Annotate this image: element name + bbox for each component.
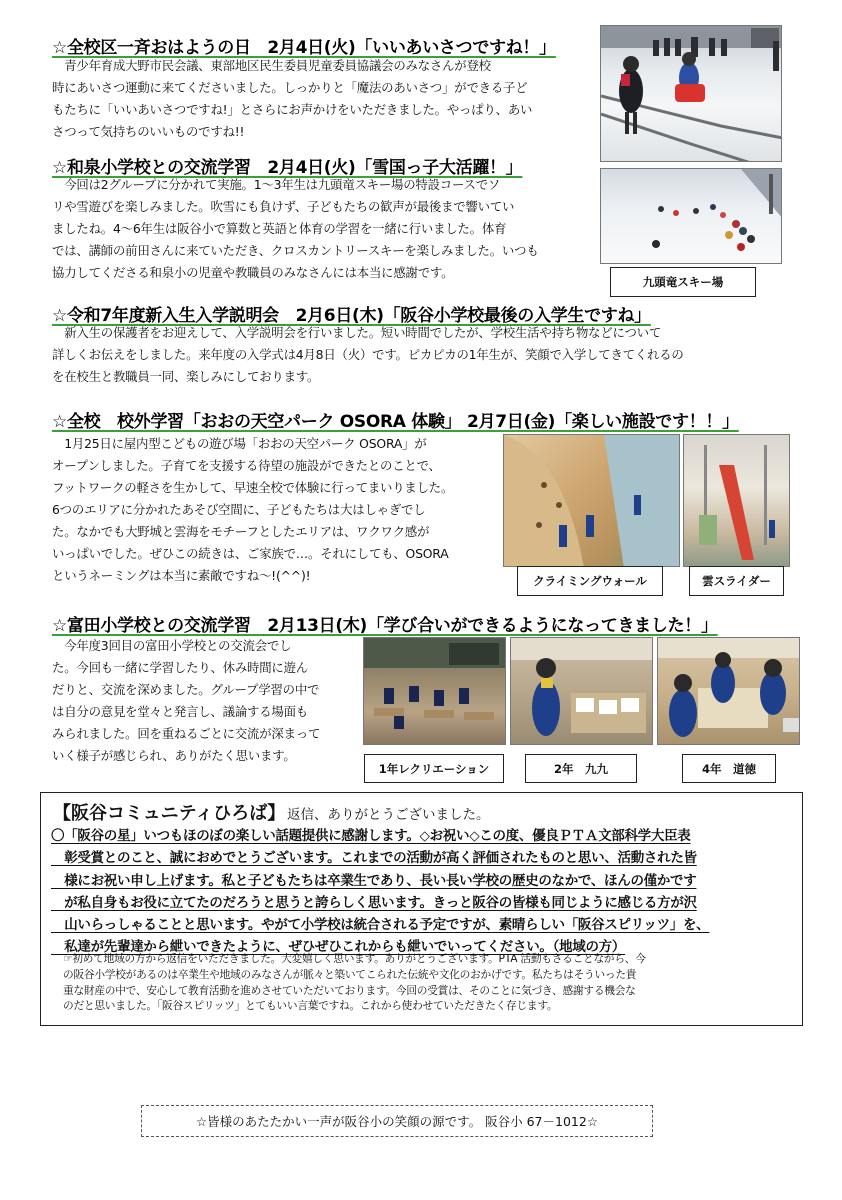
section3-headline: ☆令和7年度新入生入学説明会 2月6日(木)「阪谷小学校最後の入学生ですね」 [52,306,651,326]
section3-line: を在校生と教職員一同、楽しみにしております。 [52,369,320,384]
community-reply [63,951,799,1014]
section2-line: では、講師の前田さんに来ていただき、クロスカントリースキーを楽しみました。いつも [52,243,539,258]
section2-line: ましたね。4～6年生は阪谷小で算数と英語と体育の学習を一緒に行いました。体育 [52,221,507,236]
footer-note: ☆皆様のあたたかい一声が阪谷小の笑顔の源です。 阪谷小 67－1012☆ [141,1105,653,1137]
multiplication-photo [510,637,653,745]
section2-body [52,174,597,284]
section3-body [52,322,792,388]
section4-body [52,433,502,587]
ski-area-caption: 九頭竜スキー場 [610,267,756,297]
community-message-line: 私達が先輩達から紲いできたように、ぜひぜひこれからも紲いでいってください。（地域の方） [51,939,626,956]
section5-line: 今年度3回目の富田小学校との交流会でし [52,638,292,653]
snow-scene-drawing [601,26,782,162]
ski-area-photo [600,168,782,264]
recreation-photo [363,637,506,745]
climbing-wall-drawing [504,435,680,567]
community-reply-line: のだと思いました。「阪谷スピリッツ」とてもいい言葉ですね。これから使わせていただきたく存じます。 [63,999,558,1013]
recreation-caption: 1年レクリエーション [364,754,504,783]
section5-line: みられました。回を重ねるごとに交流が深まって [52,726,321,741]
section4-line: 1月25日に屋内型こどもの遊び場「おおの天空パーク OSORA」が [52,436,427,451]
moral-education-caption: 4年 道徳 [682,754,776,783]
classroom-drawing-3 [658,638,800,745]
community-message-line: 彰受賞とのこと、誠におめでとうございます。これまでの活動が高く評価されたものと思い、活動された皆 [51,850,697,867]
community-reply-line: の阪谷小学校があるのは卒業生や地域のみなさんが脈々と築いてこられた伝統や文化のおかげです。私たちはそういった貴 [63,967,637,981]
section4-line: いっぱいでした。ぜひこの続きは、ご家族で…。それにしても、OSORA [52,546,449,561]
section4-line: オープンしました。子育てを支援する待望の施設ができたとのことで、 [52,458,441,473]
community-reply-line: ☞初めて地域の方から返信をいただきました。大変嬉しく思います。ありがとうございます。PTA 活動もさることながら、今 [63,952,646,965]
section4-line: 6つのエリアに分かれたあそび空間に、子どもたちは大はしゃぎでし [52,502,426,517]
community-subtitle: 返信、ありがとうございました。 [287,807,490,823]
section2-headline: ☆和泉小学校との交流学習 2月4日(火)「雪国っ子大活躍！」 [52,158,523,178]
community-message-line: 〇「阪谷の星」いつもほのぼの楽しい話題提供に感謝します。◇お祝い◇この度、優良ＰＴＡ文部科学大臣表 [51,828,691,844]
community-message-line: が私自身もお役に立てたのだろうと思うと誇らしく思います。きっと阪谷の皆様も同じように感じる方が沢 [51,894,697,911]
cloud-slider-caption: 雲スライダー [689,566,784,596]
section5-body [52,635,362,767]
section1-headline: ☆全校区一斉おはようの日 2月4日(火)「いいあいさつですね！」 [52,38,556,58]
section5-line: た。今回も一緒に学習したり、休み時間に遊ん [52,660,309,675]
section5-line: は自分の意見を堂々と発言し、議論する場面も [52,704,309,719]
classroom-drawing-2 [511,638,653,745]
community-message [51,825,801,959]
section4-line: た。なかでも大野城と雲海をモチーフとしたエリアは、ワクワク感が [52,524,430,539]
section4-line: というネーミングは本当に素敵ですね～!(^^)! [52,568,311,583]
section1-line: 時にあいさつ運動に来てくださいました。しっかりと「魔法のあいさつ」ができる子ど [52,80,528,95]
section4-line: フットワークの軽さを生かして、早速全校で体験に行ってまいりました。 [52,480,454,495]
community-message-line: 様にお祝い申し上げます。私と子どもたちは卒業生であり、長い長い学校の歴史のなかで、ほんの僅かです [51,872,697,889]
section1-body [52,55,597,143]
community-title: 【阪谷コミュニティひろば】 [53,803,286,824]
climbing-wall-caption: クライミングウォール [517,566,663,596]
section2-line: 協力してくださる和泉小の児童や教職員のみなさんには本当に感謝です。 [52,265,454,280]
community-reply-line: 重な財産の中で、安心して教育活動を進めさせていただいております。今回の受賞は、そのことに気づき、感謝する機会な [63,983,636,997]
section3-line: 新入生の保護者をお迎えして、入学説明会を行いました。短い時間でしたが、学校生活や持ち物などについて [52,325,662,340]
section5-headline: ☆富田小学校との交流学習 2月13日(木)「学び合いができるようになってきました！」 [52,616,718,636]
community-message-line: 山いらっしゃることと思います。やがて小学校は統合される予定ですが、素晴らしい「阪谷スピリッツ」を、 [51,917,710,934]
section5-line: いく様子が感じられ、ありがたく思います。 [52,748,296,763]
community-box [40,792,803,1026]
section3-line: 詳しくお伝えをしました。来年度の入学式は4月8日（火）です。ピカピカの1年生が、笑顔で入学してきてくれるの [52,347,684,362]
cloud-slider-photo [683,434,790,567]
cloud-slider-drawing [684,435,790,567]
section4-headline: ☆全校 校外学習「おおの天空パーク OSORA 体験」 2月7日(金)「楽しい施設です！！」 [52,412,739,432]
moral-education-photo [657,637,800,745]
section1-line: 青少年育成大野市民会議、東部地区民生委員児童委員協議会のみなさんが登校 [52,58,491,73]
section1-line: さつって気持ちのいいものですね!! [52,124,245,139]
ski-scene-drawing [601,169,782,264]
classroom-drawing-1 [364,638,506,745]
section2-line: 今回は2グループに分かれて実施。1～3年生は九頭竜スキー場の特設コースでソ [52,177,501,192]
climbing-wall-photo [503,434,680,567]
morning-greeting-photo [600,25,782,162]
multiplication-caption: 2年 九九 [525,754,637,783]
section1-line: もたちに「いいあいさつですね!」とさらにお声かけをいただきました。やっぱり、あい [52,102,533,117]
section2-line: リや雪遊びを楽しみました。吹雪にも負けず、子どもたちの歓声が最後まで響いてい [52,199,515,214]
section5-line: だりと、交流を深めました。グループ学習の中で [52,682,320,697]
